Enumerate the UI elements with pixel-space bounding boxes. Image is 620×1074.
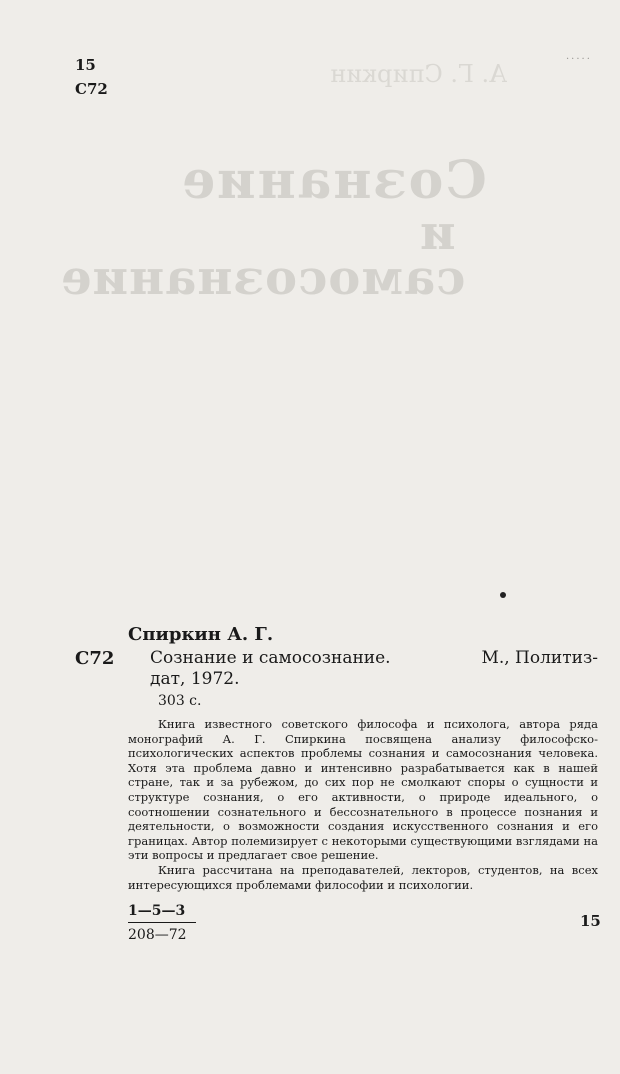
- annotation-paragraph: Книга известного советского философа и психолога, автора ряда монографий А. Г. Спиркина посвящена анализу философско-психологических аспектов проблемы сознания и самосознания человека. Хотя эта проблема давно и интенсивно разрабатывается как в нашей стране, так и за рубежом, до сих пор не смолкают споры о сущности и структуре сознания, о его активности, о природе идеального, о соотношении сознательного и бессознательного в процессе познания и деятельности, о возможности создания искусственного сознания и его границах. Автор полемизирует с некоторыми существующими взглядами на эти вопросы и предлагает свое решение.: [128, 717, 598, 863]
- index-code-numerator: 1—5—3: [128, 904, 196, 923]
- udk-code: 15: [75, 56, 96, 74]
- catalog-entry: [150, 648, 598, 690]
- annotation: [128, 717, 598, 892]
- bbk-code: С72: [75, 80, 108, 98]
- catalog-publisher-part2: дат, 1972.: [150, 669, 240, 689]
- annotation-paragraph: Книга рассчитана на преподавателей, лекторов, студентов, на всех интересующихся проблемами философии и психологии.: [128, 862, 598, 892]
- reverse-ghost-title-line1: Сознание: [180, 150, 487, 211]
- bottom-udk-code: 15: [580, 912, 601, 930]
- catalog-author: Спиркин А. Г.: [128, 624, 274, 645]
- index-code: [128, 904, 196, 942]
- index-code-denominator: 208—72: [128, 927, 187, 943]
- catalog-title: Сознание и самосознание.: [150, 648, 391, 668]
- reverse-ghost-author: А. Г. Спиркин: [330, 60, 508, 88]
- reverse-ghost-title-line2: и: [420, 205, 456, 261]
- corner-dots: ·····: [566, 54, 592, 65]
- catalog-code: С72: [75, 648, 115, 669]
- ink-speck: [500, 592, 506, 598]
- reverse-ghost-title-line3: самосознание: [60, 250, 466, 306]
- catalog-publisher-part1: М., Политиз-: [481, 648, 598, 668]
- catalog-pages: 303 с.: [158, 693, 202, 709]
